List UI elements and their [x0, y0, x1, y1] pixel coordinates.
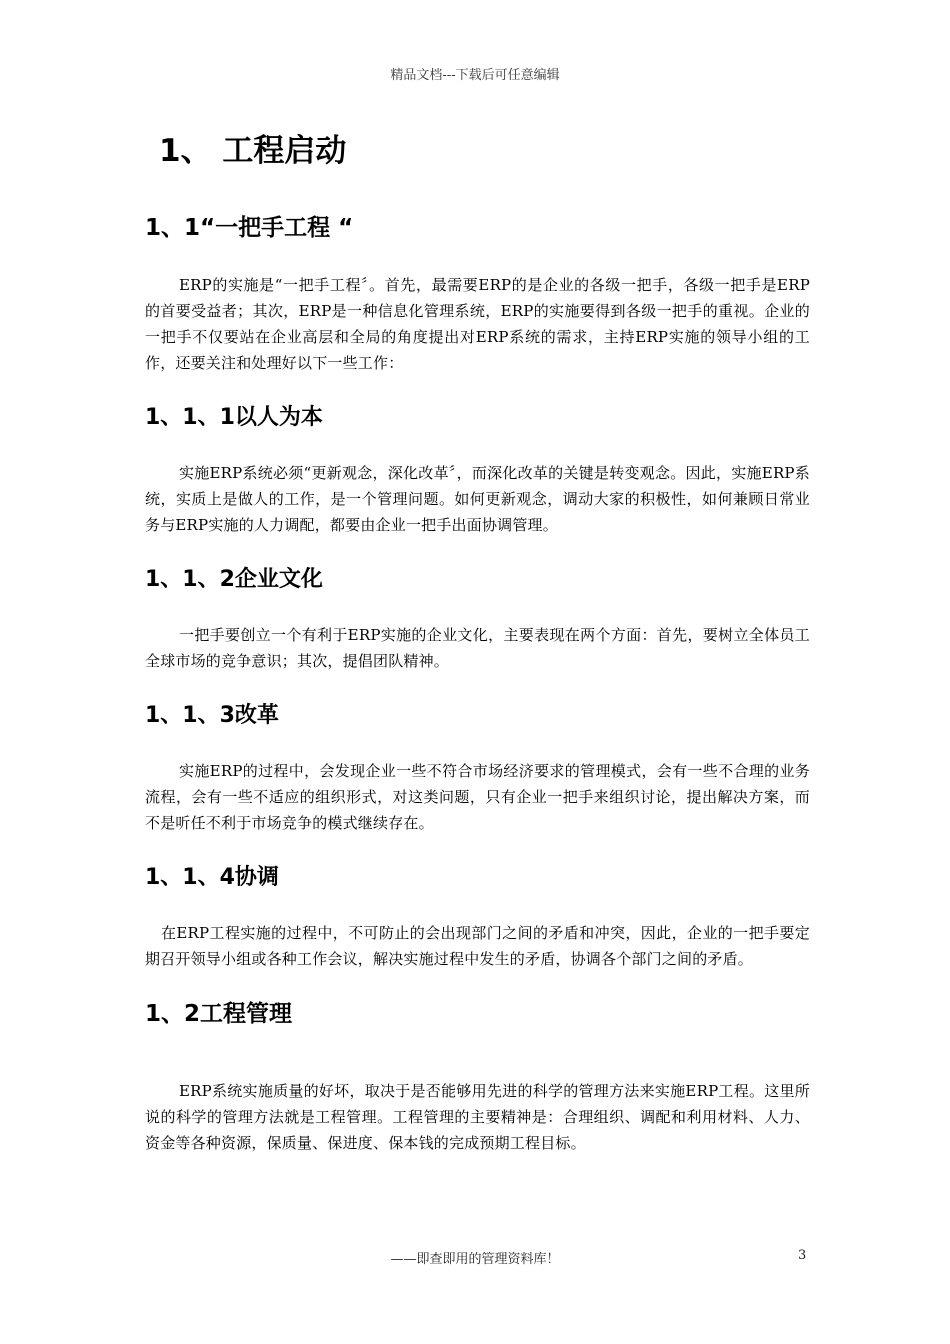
document-body	[145, 128, 810, 1156]
section-1-2-paragraph: ERP系统实施质量的好坏，取决于是否能够用先进的科学的管理方法来实施ERP工程。这里所说的科学的管理方法就是工程管理。工程管理的主要精神是：合理组织、调配和利用材料、人力、资金等各种资源，保质量、保进度、保本钱的完成预期工程目标。	[145, 1082, 810, 1152]
section-1-1-3-paragraph: 实施ERP的过程中，会发现企业一些不符合市场经济要求的管理模式，会有一些不合理的业务流程，会有一些不适应的组织形式，对这类问题，只有企业一把手来组织讨论，提出解决方案，而不是听任不利于市场竞争的模式继续存在。	[145, 762, 810, 832]
page-footer: ——即查即用的管理资料库！	[390, 1252, 560, 1267]
page-header: 精品文档---下载后可任意编辑	[390, 68, 560, 83]
section-1-1-4-heading: 1、1、4协调	[145, 865, 279, 890]
section-1-1-2-heading: 1、1、2企业文化	[145, 567, 323, 592]
page-number: 3	[798, 1248, 807, 1263]
section-1-1-1-heading: 1、1、1以人为本	[145, 405, 323, 430]
section-1-1-2-paragraph: 一把手要创立一个有利于ERP实施的企业文化，主要表现在两个方面：首先，要树立全体员工全球市场的竞争意识；其次，提倡团队精神。	[145, 626, 810, 670]
section-1-1-1-paragraph: 实施ERP系统必须“更新观念，深化改革〞，而深化改革的关键是转变观念。因此，实施ERP系统，实质上是做人的工作，是一个管理问题。如何更新观念，调动大家的积极性，如何兼顾日常业务与ERP实施的人力调配，都要由企业一把手出面协调管理。	[145, 464, 810, 534]
section-1-1-paragraph: ERP的实施是“一把手工程〞。首先，最需要ERP的是企业的各级一把手，各级一把手是ERP的首要受益者；其次，ERP是一种信息化管理系统，ERP的实施要得到各级一把手的重视。企业的一把手不仅要站在企业高层和全局的角度提出对ERP系统的需求，主持ERP实施的领导小组的工作，还要关注和处理好以下一些工作：	[145, 276, 810, 372]
section-1-heading: 1、 工程启动	[159, 133, 347, 169]
section-1-1-4-paragraph: 在ERP工程实施的过程中，不可防止的会出现部门之间的矛盾和冲突，因此，企业的一把手要定期召开领导小组或各种工作会议，解决实施过程中发生的矛盾，协调各个部门之间的矛盾。	[145, 924, 810, 968]
section-1-1-heading: 1、1“一把手工程 “	[145, 215, 354, 241]
section-1-1-3-heading: 1、1、3改革	[145, 703, 279, 728]
section-1-2-heading: 1、2工程管理	[145, 1001, 293, 1027]
